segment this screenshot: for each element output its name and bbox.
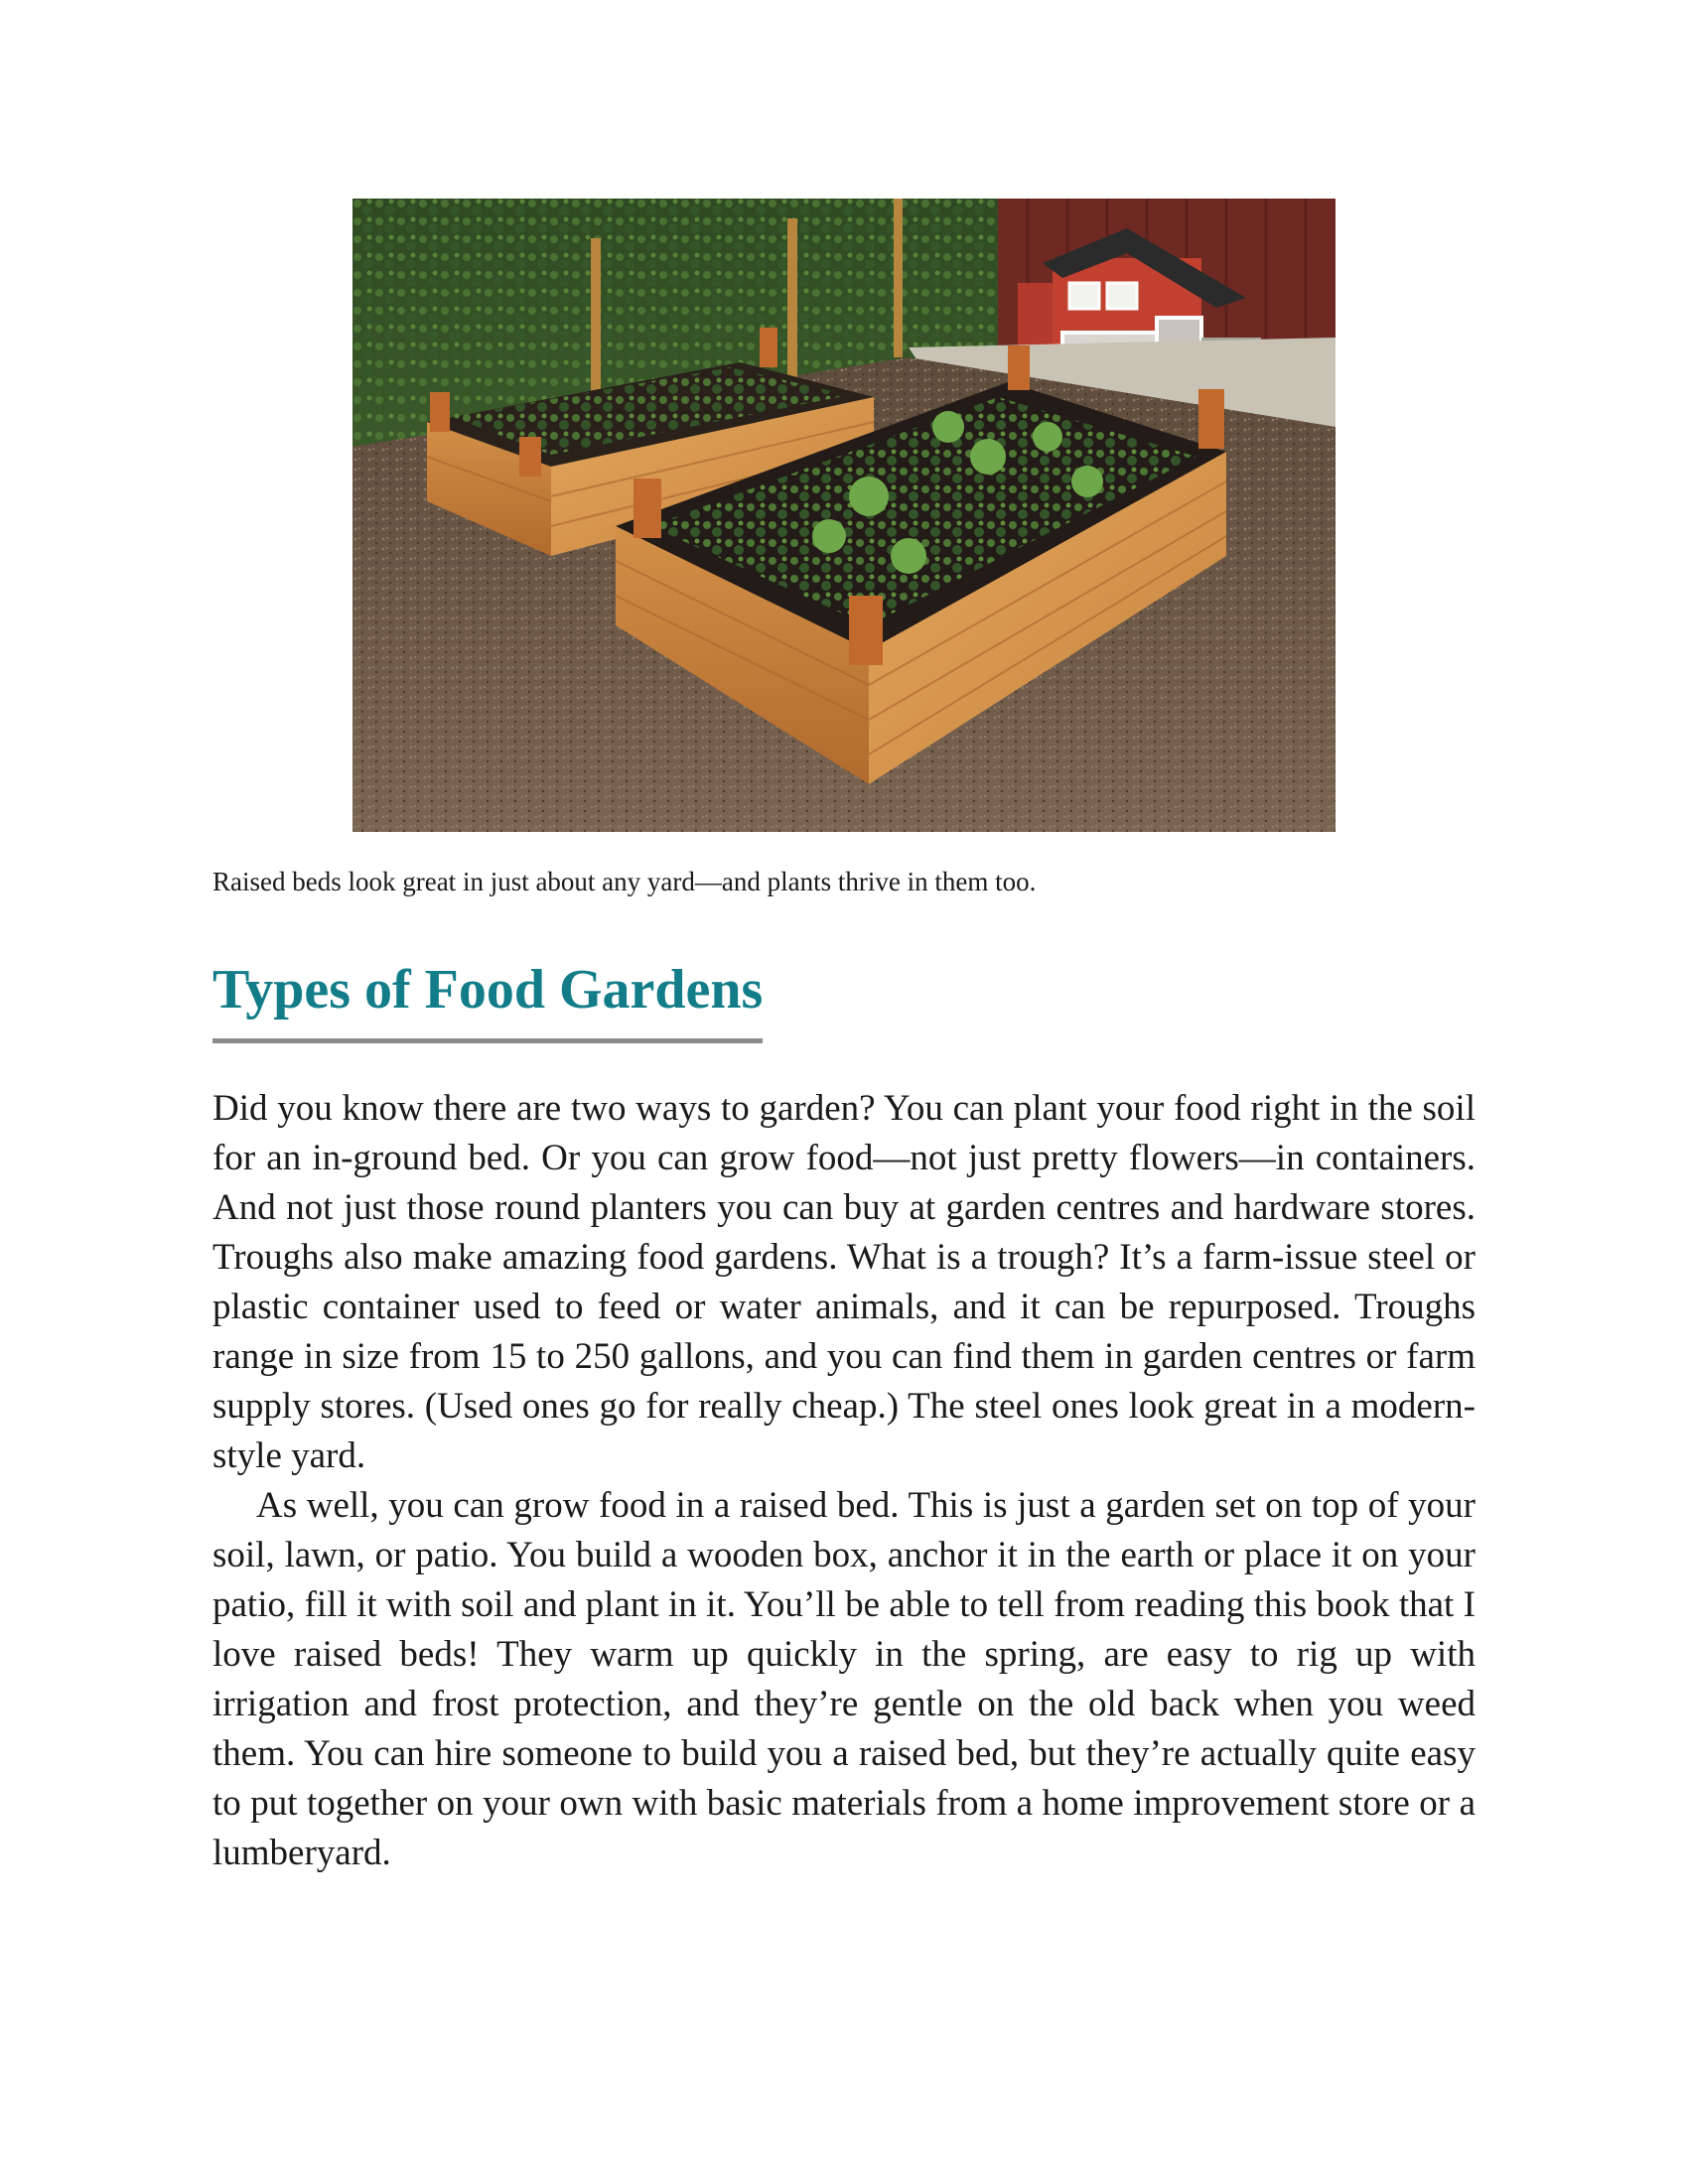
section-heading-wrap (212, 955, 763, 1043)
raised-beds-photo (352, 199, 1336, 832)
body-text (212, 1084, 1476, 1878)
section-heading: Types of Food Gardens (212, 955, 763, 1043)
paragraph-1: Did you know there are two ways to garden? You can plant your food right in the soil for an in-ground bed. Or you can grow food—not just pretty flowers—in containers. And not just those round planters you can buy at garden centres and hardware stores. Troughs also make amazing food gardens. What is a trough? It’s a farm-issue steel or plastic container used to feed or water animals, and it can be repurposed. Troughs range in size from 15 to 250 gallons, and you can find them in garden centres or farm supply stores. (Used ones go for really cheap.) The steel ones look great in a modern-style yard. (212, 1088, 1476, 1476)
garden-photo-illustration (352, 199, 1336, 832)
paragraph-2: As well, you can grow food in a raised bed. This is just a garden set on top of your soil, lawn, or patio. You build a wooden box, anchor it in the earth or place it on your patio, fill it with soil and plant in it. You’ll be able to tell from reading this book that I love raised beds! They warm up quickly in the spring, are easy to rig up with irrigation and frost protection, and they’re gentle on the old back when you weed them. You can hire someone to build you a raised bed, but they’re actually quite easy to put together on your own with basic materials from a home improvement store or a lumberyard. (212, 1485, 1476, 1873)
photo-caption: Raised beds look great in just about any yard—and plants thrive in them too. (212, 867, 1037, 896)
